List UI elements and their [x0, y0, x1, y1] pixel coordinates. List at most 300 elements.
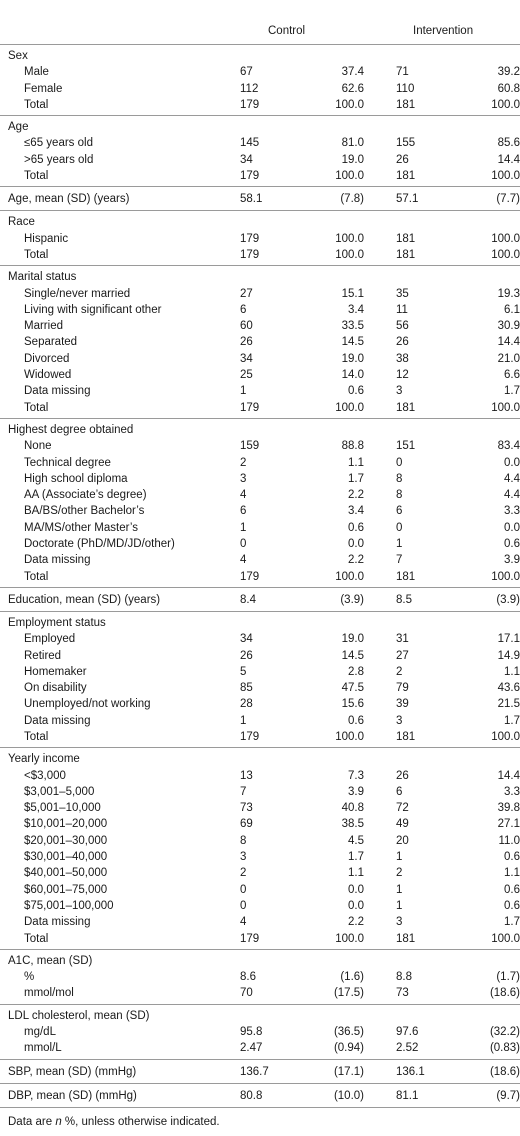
table-row [0, 1063, 520, 1081]
intervention-pct: 100.0 [491, 570, 520, 583]
intervention-pct: 17.1 [497, 633, 520, 646]
table-row [0, 400, 520, 416]
table-row [0, 1024, 520, 1040]
intervention-n: 1 [396, 851, 403, 864]
row-label: Separated [24, 336, 78, 349]
control-n: 179 [240, 730, 260, 743]
table-row [0, 713, 520, 729]
control-pct: 62.6 [341, 82, 364, 95]
table-section [0, 45, 520, 116]
intervention-pct: 0.6 [504, 851, 520, 864]
intervention-pct: 83.4 [497, 440, 520, 453]
table-row [0, 696, 520, 712]
control-pct: 100.0 [335, 932, 364, 945]
table-row [0, 168, 520, 184]
intervention-pct: 11.0 [498, 834, 520, 847]
intervention-n: 26 [396, 336, 409, 349]
intervention-n: 3 [396, 385, 403, 398]
control-n: 1 [240, 521, 247, 534]
control-pct: 100.0 [335, 401, 364, 414]
row-label: $30,001–40,000 [24, 851, 108, 864]
intervention-n: 97.6 [396, 1026, 419, 1039]
control-n: 159 [240, 440, 260, 453]
intervention-n: 71 [396, 66, 409, 79]
section-title [0, 751, 520, 767]
intervention-n: 57.1 [396, 193, 419, 206]
section-title [0, 1008, 520, 1024]
control-n: 70 [240, 987, 253, 1000]
section-title [0, 953, 520, 969]
row-label: mmol/mol [24, 987, 74, 1000]
row-label: BA/BS/other Bachelor’s [24, 505, 145, 518]
control-pct: 100.0 [335, 98, 364, 111]
table-section [0, 266, 520, 419]
intervention-pct: 100.0 [491, 98, 520, 111]
row-label: >65 years old [24, 153, 94, 166]
intervention-n: 0 [396, 456, 403, 469]
intervention-n: 72 [396, 802, 409, 815]
table-row [0, 784, 520, 800]
footnote: Data are n %, unless otherwise indicated. [8, 1115, 220, 1128]
section-title-text: Sex [8, 50, 28, 62]
table-row [0, 800, 520, 816]
table-row [0, 536, 520, 552]
control-n: 1 [240, 385, 247, 398]
control-pct: (0.94) [333, 1042, 364, 1055]
control-pct: 3.4 [348, 505, 364, 518]
row-label: Widowed [24, 369, 72, 382]
section-title-text: Highest degree obtained [8, 423, 134, 436]
control-n: 95.8 [240, 1026, 263, 1039]
intervention-pct: (32.2) [489, 1026, 520, 1039]
control-n: 28 [240, 698, 253, 711]
intervention-n: 31 [396, 633, 409, 646]
row-label: ≤65 years old [24, 137, 93, 150]
intervention-pct: 14.4 [497, 769, 520, 782]
row-label: $40,001–50,000 [24, 867, 108, 880]
control-n: 6 [240, 505, 247, 518]
table-row [0, 351, 520, 367]
intervention-n: 1 [396, 899, 403, 912]
control-n: 73 [240, 802, 253, 815]
table-row [0, 487, 520, 503]
control-pct: 33.5 [341, 320, 364, 333]
control-pct: 1.1 [348, 456, 364, 469]
control-pct: 0.0 [348, 883, 364, 896]
control-pct: 100.0 [335, 170, 364, 183]
table-row [0, 1087, 520, 1105]
control-n: 2 [240, 867, 247, 880]
table-row [0, 882, 520, 898]
intervention-n: 181 [396, 730, 416, 743]
table-section [0, 748, 520, 950]
intervention-column-header: Intervention [413, 25, 474, 37]
control-pct: 3.9 [348, 785, 364, 798]
table-row [0, 833, 520, 849]
control-pct: (36.5) [333, 1026, 364, 1039]
row-label: $60,001–75,000 [24, 883, 108, 896]
control-n: 145 [240, 137, 260, 150]
intervention-pct: 14.9 [497, 649, 520, 662]
row-label: Total [24, 401, 49, 414]
intervention-pct: 1.1 [504, 867, 520, 880]
control-pct: (10.0) [333, 1089, 364, 1102]
control-n: 8 [240, 834, 247, 847]
intervention-pct: 27.1 [497, 818, 520, 831]
table-row [0, 455, 520, 471]
control-n: 0 [240, 538, 247, 551]
table-row [0, 135, 520, 151]
table-row [0, 865, 520, 881]
intervention-n: 110 [396, 82, 415, 95]
intervention-pct: 6.1 [504, 303, 520, 316]
intervention-pct: (18.6) [489, 987, 520, 1000]
row-label: MA/MS/other Master’s [24, 521, 138, 534]
row-label: Data missing [24, 385, 91, 398]
intervention-n: 26 [396, 769, 409, 782]
control-pct: 14.0 [341, 369, 364, 382]
row-label: Male [24, 66, 49, 79]
table-section [0, 588, 520, 612]
row-label: Data missing [24, 554, 91, 567]
row-label: Retired [24, 649, 62, 662]
intervention-pct: 3.3 [504, 505, 520, 518]
section-title [0, 615, 520, 631]
control-pct: 7.3 [348, 769, 364, 782]
row-label: <$3,000 [24, 769, 66, 782]
control-n: 26 [240, 649, 253, 662]
control-n: 4 [240, 554, 247, 567]
control-pct: 1.7 [348, 851, 364, 864]
row-label: Total [24, 730, 49, 743]
control-pct: 0.6 [348, 714, 364, 727]
control-n: 6 [240, 303, 247, 316]
control-pct: 2.2 [348, 489, 364, 502]
section-title-text: Yearly income [8, 753, 80, 766]
section-title-text: Employment status [8, 616, 106, 629]
control-pct: (7.8) [340, 193, 364, 206]
table-row [0, 190, 520, 208]
intervention-pct: 100.0 [491, 232, 520, 245]
intervention-n: 136.1 [396, 1065, 425, 1078]
table-row [0, 1040, 520, 1056]
table-row [0, 985, 520, 1001]
intervention-n: 3 [396, 916, 403, 929]
row-label: Divorced [24, 352, 70, 365]
row-label: Age, mean (SD) (years) [8, 193, 130, 206]
row-label: Data missing [24, 714, 91, 727]
intervention-n: 79 [396, 682, 409, 695]
intervention-pct: 14.4 [497, 336, 520, 349]
control-pct: (17.5) [333, 987, 364, 1000]
control-n: 179 [240, 570, 260, 583]
control-n: 5 [240, 665, 247, 678]
control-pct: 81.0 [341, 137, 364, 150]
control-pct: 0.0 [348, 538, 364, 551]
control-n: 2.47 [240, 1042, 263, 1055]
control-n: 8.4 [240, 593, 256, 606]
intervention-pct: (18.6) [489, 1065, 520, 1078]
intervention-pct: 3.9 [504, 554, 520, 567]
intervention-n: 181 [396, 570, 416, 583]
table-section [0, 116, 520, 187]
control-pct: 1.7 [348, 472, 364, 485]
control-pct: 19.0 [341, 633, 364, 646]
row-label: High school diploma [24, 472, 128, 485]
intervention-pct: 0.6 [504, 538, 520, 551]
intervention-n: 181 [396, 248, 416, 261]
intervention-n: 151 [396, 440, 416, 453]
table-row [0, 152, 520, 168]
control-n: 58.1 [240, 193, 263, 206]
control-n: 3 [240, 472, 247, 485]
row-label: $3,001–5,000 [24, 785, 95, 798]
intervention-pct: (1.7) [496, 971, 520, 984]
control-pct: 2.8 [348, 665, 364, 678]
table-row [0, 631, 520, 647]
table-body [0, 45, 520, 1108]
table-row [0, 569, 520, 585]
intervention-pct: (9.7) [496, 1089, 520, 1102]
intervention-pct: 21.5 [497, 698, 520, 711]
control-pct: 38.5 [341, 818, 364, 831]
row-label: $20,001–30,000 [24, 834, 108, 847]
intervention-pct: 43.6 [497, 682, 520, 695]
intervention-n: 26 [396, 153, 409, 166]
control-pct: 15.1 [341, 287, 364, 300]
table-row [0, 334, 520, 350]
row-label: Total [24, 570, 49, 583]
control-pct: 1.1 [348, 867, 364, 880]
intervention-n: 27 [396, 649, 409, 662]
intervention-n: 181 [396, 401, 416, 414]
row-label: $75,001–100,000 [24, 899, 114, 912]
table-section [0, 1060, 520, 1084]
control-n: 80.8 [240, 1089, 263, 1102]
intervention-pct: 19.3 [497, 287, 520, 300]
intervention-n: 81.1 [396, 1089, 419, 1102]
control-n: 13 [240, 769, 253, 782]
intervention-n: 181 [396, 232, 416, 245]
row-label: Female [24, 82, 63, 95]
control-n: 8.6 [240, 971, 256, 984]
control-n: 7 [240, 785, 247, 798]
control-pct: 100.0 [335, 570, 364, 583]
table-row [0, 367, 520, 383]
table-section [0, 1084, 520, 1108]
intervention-n: 155 [396, 137, 416, 150]
control-n: 179 [240, 98, 260, 111]
row-label: % [24, 971, 35, 984]
intervention-n: 11 [396, 303, 408, 316]
table-row [0, 648, 520, 664]
control-n: 112 [240, 82, 259, 95]
row-label: Homemaker [24, 665, 87, 678]
row-label: Total [24, 932, 49, 945]
intervention-pct: 1.7 [504, 714, 520, 727]
intervention-n: 73 [396, 987, 409, 1000]
row-label: Technical degree [24, 456, 111, 469]
section-title-text: A1C, mean (SD) [8, 954, 93, 967]
control-n: 85 [240, 682, 253, 695]
table-row [0, 931, 520, 947]
control-n: 67 [240, 66, 253, 79]
intervention-n: 8 [396, 489, 403, 502]
table-section [0, 211, 520, 266]
row-label: DBP, mean (SD) (mmHg) [8, 1089, 137, 1102]
row-label: None [24, 440, 52, 453]
row-label: Total [24, 170, 49, 183]
section-title-text: Marital status [8, 271, 77, 284]
intervention-pct: 0.0 [504, 456, 520, 469]
table-row [0, 664, 520, 680]
intervention-pct: 3.3 [504, 785, 520, 798]
table-row [0, 231, 520, 247]
table-row [0, 64, 520, 80]
row-label: Total [24, 98, 49, 111]
control-n: 179 [240, 170, 260, 183]
section-title-text: Age [8, 121, 29, 134]
intervention-pct: 100.0 [491, 401, 520, 414]
table-row [0, 768, 520, 784]
table-row [0, 81, 520, 97]
control-pct: 15.6 [341, 698, 364, 711]
table-row [0, 729, 520, 745]
control-n: 69 [240, 818, 253, 831]
section-title [0, 119, 520, 135]
table-row [0, 816, 520, 832]
table-row [0, 438, 520, 454]
row-label: Total [24, 248, 49, 261]
row-label: Single/never married [24, 287, 131, 300]
intervention-pct: 4.4 [504, 489, 520, 502]
control-n: 27 [240, 287, 253, 300]
table-row [0, 318, 520, 334]
table-row [0, 503, 520, 519]
control-n: 179 [240, 932, 260, 945]
table-row [0, 680, 520, 696]
control-n: 26 [240, 336, 253, 349]
intervention-n: 8.8 [396, 971, 412, 984]
control-n: 60 [240, 320, 253, 333]
control-pct: 4.5 [348, 834, 364, 847]
control-n: 4 [240, 489, 247, 502]
table-section [0, 1005, 520, 1060]
intervention-n: 7 [396, 554, 403, 567]
intervention-pct: 85.6 [497, 137, 520, 150]
intervention-pct: 30.9 [497, 320, 520, 333]
intervention-n: 1 [396, 883, 403, 896]
intervention-n: 181 [396, 170, 416, 183]
control-pct: 0.0 [348, 899, 364, 912]
row-label: Married [24, 320, 63, 333]
row-label: Unemployed/not working [24, 698, 151, 711]
intervention-pct: 60.8 [497, 82, 520, 95]
row-label: mmol/L [24, 1042, 62, 1055]
control-pct: 40.8 [341, 802, 364, 815]
control-column-header: Control [268, 25, 306, 37]
intervention-n: 2 [396, 665, 403, 678]
intervention-pct: 39.2 [497, 66, 520, 79]
table-row [0, 591, 520, 609]
intervention-n: 8.5 [396, 593, 412, 606]
row-label: SBP, mean (SD) (mmHg) [8, 1065, 137, 1078]
intervention-pct: (0.83) [489, 1042, 520, 1055]
row-label: On disability [24, 682, 87, 695]
control-pct: 47.5 [341, 682, 364, 695]
intervention-pct: 100.0 [491, 170, 520, 183]
row-label: Hispanic [24, 232, 69, 245]
table-section [0, 419, 520, 588]
intervention-n: 35 [396, 287, 409, 300]
table-row [0, 383, 520, 399]
control-n: 179 [240, 232, 260, 245]
control-pct: 2.2 [348, 554, 364, 567]
row-label: Doctorate (PhD/MD/JD/other) [24, 538, 175, 551]
intervention-n: 49 [396, 818, 409, 831]
table-section [0, 950, 520, 1005]
control-pct: 37.4 [341, 66, 364, 79]
control-n: 0 [240, 883, 247, 896]
intervention-pct: 1.7 [504, 385, 520, 398]
intervention-pct: 39.8 [497, 802, 520, 815]
control-n: 0 [240, 899, 247, 912]
intervention-pct: 100.0 [491, 730, 520, 743]
intervention-pct: 0.6 [504, 899, 520, 912]
intervention-pct: 1.7 [504, 916, 520, 929]
control-pct: 100.0 [335, 730, 364, 743]
control-n: 3 [240, 851, 247, 864]
section-title [0, 269, 520, 285]
control-pct: 2.2 [348, 916, 364, 929]
intervention-n: 20 [396, 834, 409, 847]
intervention-n: 6 [396, 505, 403, 518]
row-label: Education, mean (SD) (years) [8, 593, 161, 606]
intervention-pct: 21.0 [497, 352, 520, 365]
intervention-pct: 1.1 [504, 665, 520, 678]
control-n: 179 [240, 248, 260, 261]
table-row [0, 302, 520, 318]
intervention-pct: 14.4 [497, 153, 520, 166]
intervention-n: 181 [396, 98, 416, 111]
table-row [0, 520, 520, 536]
section-title-text: Race [8, 216, 35, 229]
intervention-n: 1 [396, 538, 403, 551]
row-label: Employed [24, 633, 76, 646]
intervention-pct: 0.0 [504, 521, 520, 534]
control-n: 4 [240, 916, 247, 929]
control-pct: (17.1) [333, 1065, 364, 1078]
intervention-pct: 4.4 [504, 472, 520, 485]
control-pct: 14.5 [341, 649, 364, 662]
control-pct: 100.0 [335, 232, 364, 245]
section-title [0, 214, 520, 230]
control-pct: 14.5 [341, 336, 364, 349]
control-n: 34 [240, 633, 253, 646]
control-pct: (1.6) [340, 971, 364, 984]
control-pct: 100.0 [335, 248, 364, 261]
intervention-n: 2.52 [396, 1042, 419, 1055]
table-row [0, 97, 520, 113]
intervention-n: 6 [396, 785, 403, 798]
intervention-n: 2 [396, 867, 403, 880]
table-row [0, 969, 520, 985]
control-n: 1 [240, 714, 247, 727]
control-pct: 19.0 [341, 153, 364, 166]
intervention-pct: (7.7) [496, 193, 520, 206]
table-header [0, 0, 520, 45]
table-row [0, 914, 520, 930]
